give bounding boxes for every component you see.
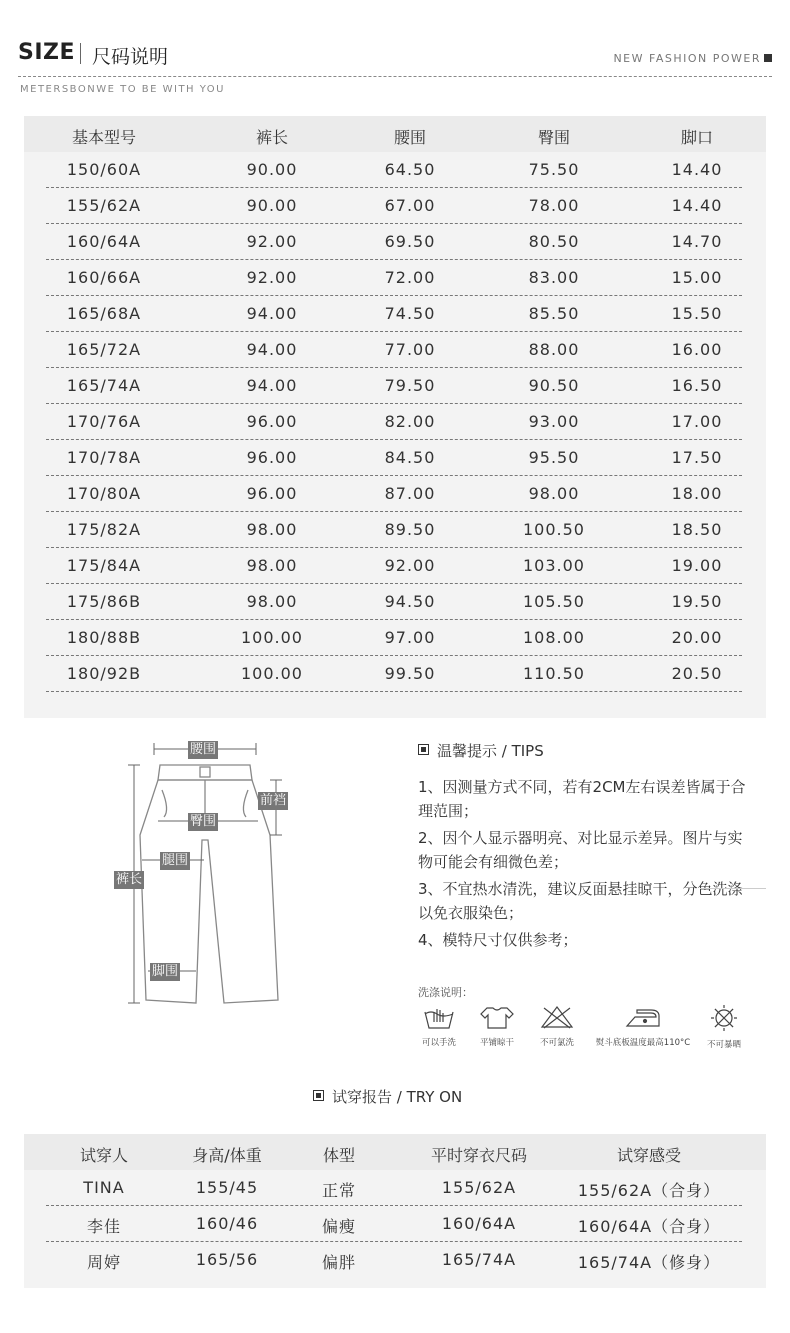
tryon-table-header xyxy=(24,1134,766,1170)
subtitle: METERSBONWE TO BE WITH YOU xyxy=(20,84,226,95)
table-cell: 89.50 xyxy=(384,520,436,539)
table-cell: 87.00 xyxy=(384,484,436,503)
table-row xyxy=(24,224,766,260)
square-bullet-icon xyxy=(313,1090,324,1101)
table-cell: 偏胖 xyxy=(321,1253,356,1272)
column-header: 体型 xyxy=(322,1146,355,1165)
table-cell: 155/62A xyxy=(441,1178,517,1197)
table-cell: 155/62A（合身） xyxy=(577,1181,721,1200)
tagline-text: NEW FASHION POWER xyxy=(613,52,761,65)
table-cell: 170/80A xyxy=(66,484,142,503)
table-cell: 19.50 xyxy=(671,592,723,611)
no-sun-icon xyxy=(706,1004,742,1032)
table-cell: 84.50 xyxy=(384,448,436,467)
title-divider xyxy=(80,43,81,64)
table-cell: 180/92B xyxy=(66,664,142,683)
table-cell: 165/56 xyxy=(195,1250,259,1269)
table-cell: 165/74A xyxy=(441,1250,517,1269)
table-cell: 正常 xyxy=(321,1181,356,1200)
flat-dry-label: 平铺晾干 xyxy=(479,1038,514,1048)
table-cell: 85.50 xyxy=(528,304,580,323)
table-row xyxy=(24,548,766,584)
table-row xyxy=(24,296,766,332)
table-cell: 20.00 xyxy=(671,628,723,647)
column-header: 腰围 xyxy=(393,128,426,147)
table-cell: 14.40 xyxy=(671,196,723,215)
table-cell: 160/46 xyxy=(195,1214,259,1233)
tryon-title-text: 试穿报告 / TRY ON xyxy=(332,1088,463,1106)
table-cell: 98.00 xyxy=(528,484,580,503)
length-label: 裤长 xyxy=(116,872,143,887)
table-cell: 67.00 xyxy=(384,196,436,215)
table-cell: 160/64A（合身） xyxy=(577,1217,721,1236)
table-cell: 105.50 xyxy=(523,592,585,611)
table-cell: 92.00 xyxy=(246,268,298,287)
tip-item: 4、模特尺寸仅供参考； xyxy=(418,931,578,949)
thigh-label: 腿围 xyxy=(162,853,189,868)
tips-divider xyxy=(700,888,766,889)
table-cell: 17.00 xyxy=(671,412,723,431)
square-bullet-icon xyxy=(418,744,429,755)
table-cell: TINA xyxy=(83,1178,125,1197)
table-cell: 83.00 xyxy=(528,268,580,287)
tryon-title xyxy=(313,1086,462,1107)
table-row xyxy=(24,260,766,296)
table-cell: 19.00 xyxy=(671,556,723,575)
table-row xyxy=(24,1242,766,1278)
table-row xyxy=(24,332,766,368)
no-sun-item xyxy=(702,1004,746,1050)
table-cell: 80.50 xyxy=(528,232,580,251)
table-cell: 98.00 xyxy=(246,592,298,611)
waist-label: 腰围 xyxy=(190,742,217,757)
table-cell: 175/82A xyxy=(66,520,142,539)
table-cell: 17.50 xyxy=(671,448,723,467)
table-cell: 100.50 xyxy=(523,520,585,539)
tagline xyxy=(613,52,772,65)
pants-diagram xyxy=(100,735,320,1015)
table-cell: 90.50 xyxy=(528,376,580,395)
table-cell: 20.50 xyxy=(671,664,723,683)
table-cell: 79.50 xyxy=(384,376,436,395)
table-cell: 95.50 xyxy=(528,448,580,467)
table-cell: 64.50 xyxy=(384,160,436,179)
washing-title: 洗涤说明： xyxy=(418,986,473,999)
table-row xyxy=(24,188,766,224)
page-title-cn: 尺码说明 xyxy=(92,46,169,68)
table-cell: 110.50 xyxy=(523,664,585,683)
column-header: 裤长 xyxy=(255,128,288,147)
table-cell: 108.00 xyxy=(523,628,585,647)
column-header: 基本型号 xyxy=(71,128,136,147)
table-cell: 16.00 xyxy=(671,340,723,359)
table-cell: 93.00 xyxy=(528,412,580,431)
washing-icons xyxy=(416,1004,766,1054)
page-title: SIZE xyxy=(18,40,76,65)
table-cell: 160/64A xyxy=(441,1214,517,1233)
no-sun-label: 不可暴晒 xyxy=(706,1040,741,1050)
table-cell: 98.00 xyxy=(246,520,298,539)
row-divider xyxy=(46,691,742,692)
table-cell: 92.00 xyxy=(246,232,298,251)
table-row xyxy=(24,656,766,692)
tryon-table xyxy=(24,1134,766,1288)
size-table xyxy=(24,116,766,718)
table-cell: 74.50 xyxy=(384,304,436,323)
table-row xyxy=(24,152,766,188)
table-cell: 155/45 xyxy=(195,1178,259,1197)
table-cell: 150/60A xyxy=(66,160,142,179)
table-cell: 90.00 xyxy=(246,196,298,215)
hip-label: 臀围 xyxy=(190,814,217,829)
table-row xyxy=(24,404,766,440)
table-cell: 160/64A xyxy=(66,232,142,251)
column-header: 脚口 xyxy=(680,128,713,147)
tips-section xyxy=(418,740,778,955)
table-cell: 77.00 xyxy=(384,340,436,359)
tips-title xyxy=(418,740,778,761)
table-cell: 98.00 xyxy=(246,556,298,575)
column-header: 平时穿衣尺码 xyxy=(430,1146,527,1165)
tip-item: 1、因测量方式不同，若有2CM左右误差皆属于合理范围； xyxy=(418,778,746,820)
hand-wash-icon xyxy=(421,1004,457,1030)
table-cell: 16.50 xyxy=(671,376,723,395)
hand-wash-item xyxy=(416,1004,462,1048)
column-header: 身高/体重 xyxy=(192,1146,262,1165)
table-cell: 165/68A xyxy=(66,304,142,323)
table-cell: 170/76A xyxy=(66,412,142,431)
iron-label: 熨斗底板温度最高110°C xyxy=(595,1038,691,1048)
column-header: 臀围 xyxy=(537,128,570,147)
table-cell: 100.00 xyxy=(241,628,303,647)
hem-label: 脚围 xyxy=(152,964,179,979)
table-row xyxy=(24,512,766,548)
size-table-header xyxy=(24,116,766,152)
flat-dry-item xyxy=(474,1004,520,1048)
table-cell: 92.00 xyxy=(384,556,436,575)
table-cell: 15.50 xyxy=(671,304,723,323)
no-bleach-label: 不可氯洗 xyxy=(539,1038,574,1048)
table-cell: 180/88B xyxy=(66,628,142,647)
table-cell: 82.00 xyxy=(384,412,436,431)
table-cell: 72.00 xyxy=(384,268,436,287)
tip-item: 2、因个人显示器明亮、对比显示差异。图片与实物可能会有细微色差； xyxy=(418,829,743,871)
table-cell: 14.40 xyxy=(671,160,723,179)
rise-label: 前裆 xyxy=(260,793,287,808)
table-cell: 96.00 xyxy=(246,412,298,431)
table-cell: 偏瘦 xyxy=(321,1217,356,1236)
table-row xyxy=(24,368,766,404)
table-cell: 94.00 xyxy=(246,340,298,359)
table-cell: 94.00 xyxy=(246,304,298,323)
table-cell: 97.00 xyxy=(384,628,436,647)
table-row xyxy=(24,1206,766,1242)
table-cell: 14.70 xyxy=(671,232,723,251)
table-cell: 18.50 xyxy=(671,520,723,539)
table-cell: 175/84A xyxy=(66,556,142,575)
page-header xyxy=(0,0,790,110)
tips-list xyxy=(418,775,778,952)
table-cell: 170/78A xyxy=(66,448,142,467)
table-row xyxy=(24,584,766,620)
table-cell: 165/74A（修身） xyxy=(577,1253,721,1272)
table-cell: 100.00 xyxy=(241,664,303,683)
table-cell: 165/72A xyxy=(66,340,142,359)
table-cell: 88.00 xyxy=(528,340,580,359)
table-cell: 15.00 xyxy=(671,268,723,287)
table-cell: 94.50 xyxy=(384,592,436,611)
iron-icon xyxy=(623,1004,663,1030)
table-cell: 160/66A xyxy=(66,268,142,287)
tip-item: 3、不宜热水清洗，建议反面悬挂晾干，分色洗涤以免衣服染色； xyxy=(418,880,743,922)
square-bullet-icon xyxy=(764,54,772,62)
flat-dry-icon xyxy=(479,1004,515,1030)
table-row xyxy=(24,620,766,656)
table-cell: 69.50 xyxy=(384,232,436,251)
no-bleach-item xyxy=(534,1004,580,1048)
iron-item xyxy=(592,1004,694,1048)
table-cell: 75.50 xyxy=(528,160,580,179)
table-cell: 103.00 xyxy=(523,556,585,575)
hand-wash-label: 可以手洗 xyxy=(421,1038,456,1048)
table-cell: 99.50 xyxy=(384,664,436,683)
column-header: 试穿人 xyxy=(79,1146,128,1165)
table-cell: 94.00 xyxy=(246,376,298,395)
table-cell: 18.00 xyxy=(671,484,723,503)
column-header: 试穿感受 xyxy=(616,1146,681,1165)
table-cell: 78.00 xyxy=(528,196,580,215)
table-cell: 96.00 xyxy=(246,484,298,503)
table-row xyxy=(24,1170,766,1206)
no-bleach-icon xyxy=(539,1004,575,1030)
table-row xyxy=(24,440,766,476)
table-cell: 李佳 xyxy=(86,1217,121,1236)
table-cell: 96.00 xyxy=(246,448,298,467)
table-cell: 165/74A xyxy=(66,376,142,395)
table-row xyxy=(24,476,766,512)
header-divider xyxy=(18,76,772,77)
tips-title-text: 温馨提示 / TIPS xyxy=(437,742,544,760)
table-cell: 周婷 xyxy=(86,1253,121,1272)
table-cell: 155/62A xyxy=(66,196,142,215)
table-cell: 90.00 xyxy=(246,160,298,179)
table-cell: 175/86B xyxy=(66,592,142,611)
